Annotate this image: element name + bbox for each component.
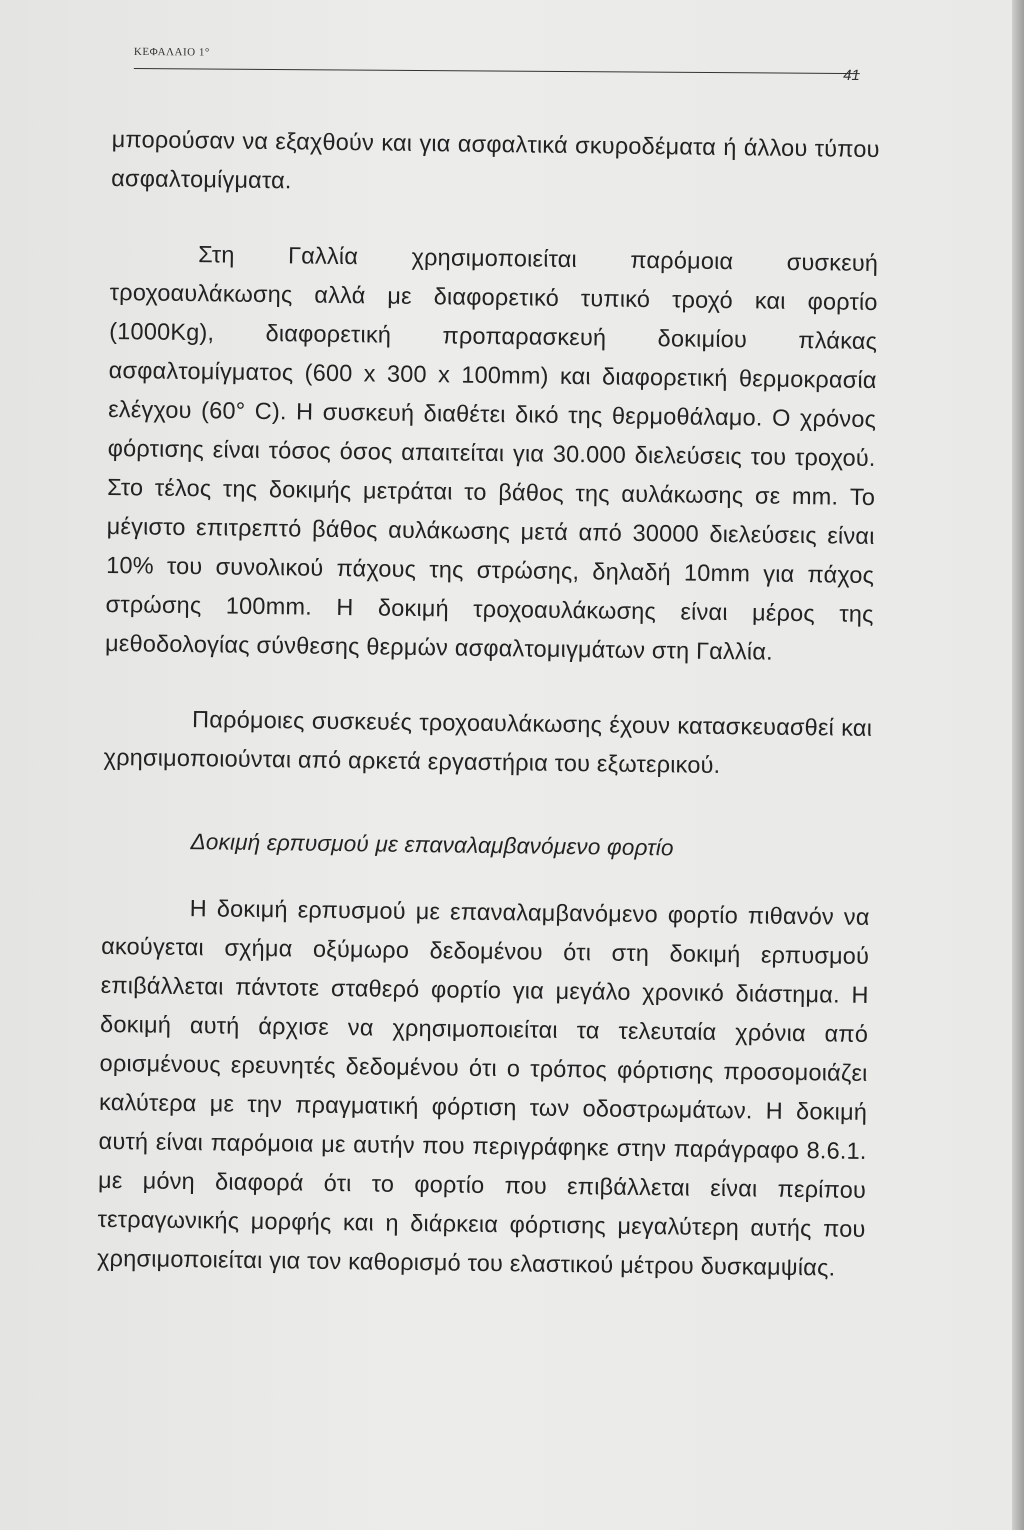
header-rule	[134, 68, 860, 74]
chapter-label: ΚΕΦΑΛΑΙΟ 1°	[133, 46, 210, 59]
paragraph-france-rutting: Στη Γαλλία χρησιμοποιείται παρόμοια συσκευή τροχοαυλάκωσης αλλά με διαφορετικό τυπικό τροχό και φορτίο (1000Kg), διαφορετική προπαρασκευή δοκιμίου πλάκας ασφαλτομίγματος (600 x 300 x 100mm) και διαφορετική θερμοκρασία ελέγχου (60° C). Η συσκευή διαθέτει δικό της θερμοθάλαμο. Ο χρόνος φόρτισης είναι τόσος όσος απαιτείται για 30.000 διελεύσεις του τροχού. Στο τέλος της δοκιμής μετράται το βάθος της αυλάκωσης σε mm. Το μέγιστο επιτρεπτό βάθος αυλάκωσης μετά από 30000 διελεύσεις είναι 10% του συνολικού πάχους της στρώσης, δηλαδή 10mm για πάχος στρώσης 100mm. Η δοκιμή τροχοαυλάκωσης είναι μέρος της μεθοδολογίας σύνθεσης θερμών ασφαλτομιγμάτων στη Γαλλία.	[104, 241, 879, 665]
paragraph-creep-test: Η δοκιμή ερπυσμού με επαναλαμβανόμενο φορτίο πιθανόν να ακούγεται σχήμα οξύμωρο δεδομένου ότι στη δοκιμή ερπυσμού επιβάλλεται πάντοτε σταθερό φορτίο για μεγάλο χρονικό διάστημα. Η δοκιμή αυτή άρχισε να χρησιμοποιείται τα τελευταία χρόνια από ορισμένους ερευνητές δεδομένου ότι ο τρόπος φόρτισης προσομοιάζει καλύτερα με την πραγματική φόρτιση των οδοστρωμάτων. Η δοκιμή αυτή είναι παρόμοια με αυτήν που περιγράφηκε στην παράγραφο 8.6.1. με μόνη διαφορά ότι το φορτίο που επιβάλλεται είναι περίπου τετραγωνικής μορφής και η διάρκεια φόρτισης μεγαλύτερη αυτής που χρησιμοποιείται για τον καθορισμό του ελαστικού μέτρου δυσκαμψίας.	[96, 895, 870, 1281]
paragraph-continuation: μπορούσαν να εξαχθούν και για ασφαλτικά σκυροδέματα ή άλλου τύπου ασφαλτομίγματα.	[111, 125, 880, 194]
page-number: 41	[843, 66, 860, 85]
page-header	[134, 46, 862, 91]
page-edge-shadow	[1012, 0, 1024, 1530]
paragraph-similar-devices: Παρόμοιες συσκευές τροχοαυλάκωσης έχουν κατασκευασθεί και χρησιμοποιούνται από αρκετά εργαστήρια του εξωτερικού.	[103, 706, 873, 779]
page-body	[97, 120, 880, 1288]
section-heading: Δοκιμή ερπυσμού με επαναλαμβανόμενο φορτίο	[190, 829, 674, 861]
